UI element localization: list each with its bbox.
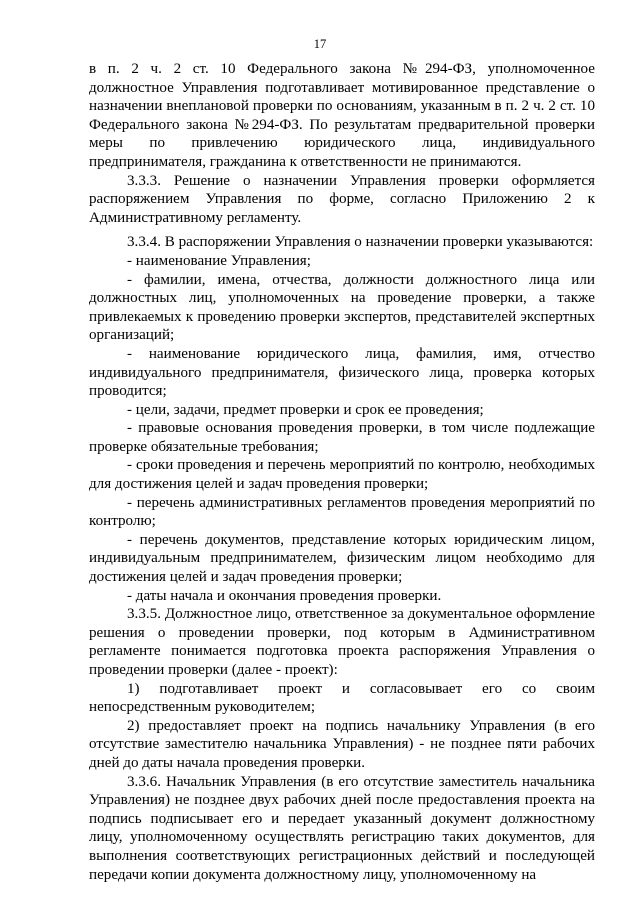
paragraph-p335: 3.3.5. Должностное лицо, ответственное за документальное оформление решения о проведении проверки, под которым в Административном регламенте понимается подготовка проекта распоряжения Управления о проведении проверки (далее - проект): — [89, 606, 595, 678]
paragraph-p333: 3.3.3. Решение о назначении Управления проверки оформляется распоряжением Управления по форме, согласно Приложению 2 к Административному регламенту. — [89, 172, 595, 226]
paragraph-b3: - наименование юридического лица, фамилия, имя, отчество индивидуального предпринимателя, физического лица, проверка которых проводится; — [89, 345, 595, 400]
paragraph-n2: 2) предоставляет проект на подпись начальнику Управления (в его отсутствие заместителю начальника Управления) - не позднее пяти рабочих дней до даты начала проведения проверки. — [89, 717, 595, 771]
paragraph-b7: - перечень административных регламентов проведения мероприятий по контролю; — [89, 494, 595, 530]
paragraph-b8: - перечень документов, представление которых юридическим лицом, индивидуальным предпринимателем, физическим лицом необходимо для достижения целей и задач проведения проверки; — [89, 531, 595, 586]
paragraph-p334: 3.3.4. В распоряжении Управления о назначении проверки указываются: — [127, 234, 594, 251]
paragraph-n1: 1) подготавливает проект и согласовывает его со своим непосредственным руководителем; — [89, 680, 595, 716]
paragraph-b6: - сроки проведения и перечень мероприятий по контролю, необходимых для достижения целей и задач проведения проверки; — [89, 457, 595, 493]
paragraph-cont: в п. 2 ч. 2 ст. 10 Федерального закона №294-ФЗ, уполномоченное должностное Управления подготавливает мотивированное представление о назначении внеплановой проверки по основаниям, указанным в п. 2 ч. 2 ст. 10 Федерального закона №294-ФЗ. По результатам предварительной проверки меры по привлечению юридического лица, индивидуального предпринимателя, гражданина к ответственности не принимаются. — [89, 61, 595, 170]
document-body — [89, 60, 595, 884]
paragraph-b5: - правовые основания проведения проверки, в том числе подлежащие проверке обязательные требования; — [89, 420, 595, 455]
paragraph-p336: 3.3.6. Начальник Управления (в его отсутствие заместитель начальника Управления) не позднее двух рабочих дней после предоставления проекта на подпись подписывает его и передает указанный документ должностному лицу, уполномоченному осуществлять регистрацию таких документов, для выполнения соответствующих регистрационных действий и последующей передачи копии документа должностному лицу, уполномоченному на — [89, 773, 595, 883]
paragraph-b2: - фамилии, имена, отчества, должности должностного лица или должностных лиц, уполномоченных на проведение проверки, а также привлекаемых к проведению проверки экспертов, представителей экспертных организаций; — [89, 271, 595, 344]
paragraph-b9: - даты начала и окончания проведения проверки. — [127, 587, 442, 604]
page-number: 17 — [313, 37, 327, 51]
paragraph-b1: - наименование Управления; — [127, 252, 311, 269]
paragraph-b4: - цели, задачи, предмет проверки и срок ее проведения; — [127, 401, 484, 418]
